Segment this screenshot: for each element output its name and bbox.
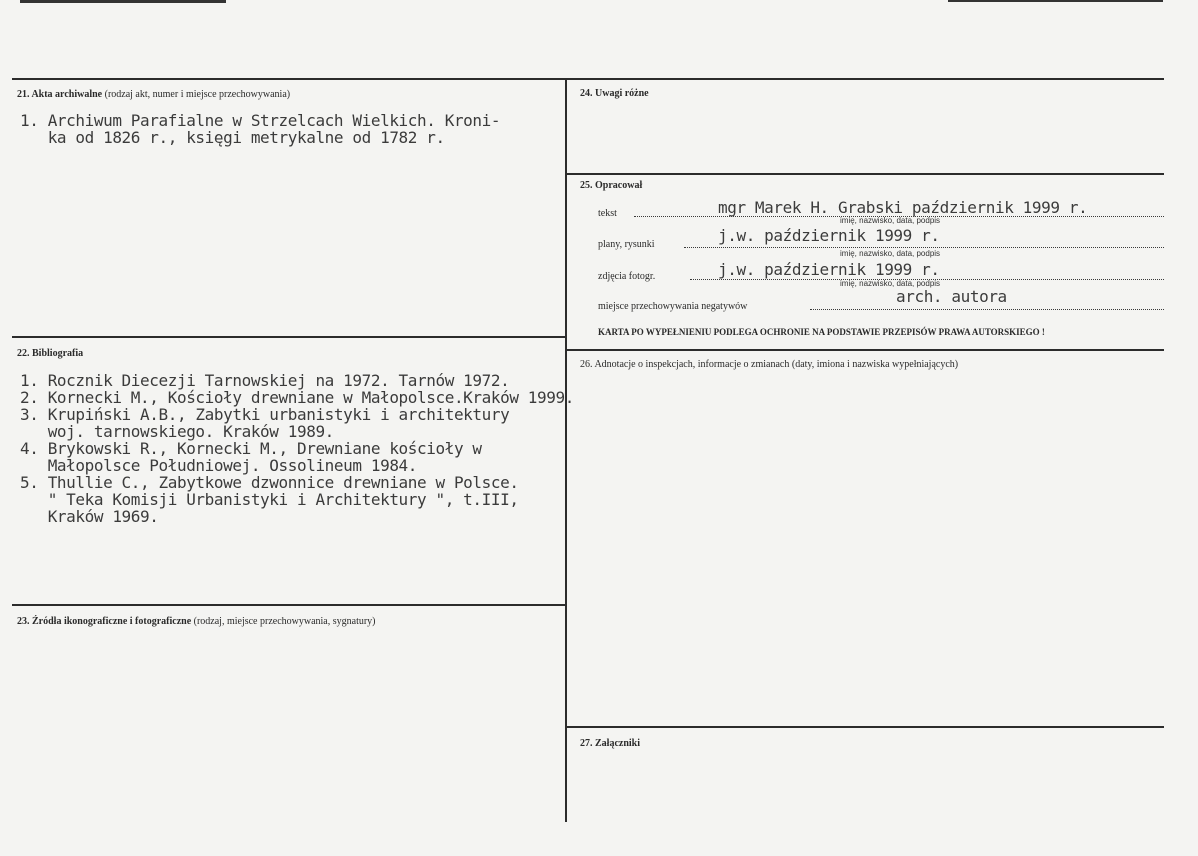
section-23-sublabel: (rodzaj, miejsce przechowywania, sygnatury) xyxy=(193,616,376,627)
section-22-line-8: " Teka Komisji Urbanistyki i Architektury ", t.III, xyxy=(20,490,519,509)
negatives-location-value: arch. autora xyxy=(896,287,1007,306)
section-21-title: 21. Akta archiwalne xyxy=(17,89,103,100)
section-22-label: 22. Bibliografia xyxy=(17,348,84,359)
negatives-location-label: miejsce przechowywania negatywów xyxy=(598,301,748,312)
prepared-text-label: tekst xyxy=(598,208,617,219)
section-22-line-2: 2. Kornecki M., Kościoły drewniane w Małopolsce.Kraków 1999. xyxy=(20,388,574,407)
prepared-photos-hint: imię, nazwisko, data, podpis xyxy=(840,279,941,288)
prepared-text-value: mgr Marek H. Grabski październik 1999 r. xyxy=(718,198,1088,217)
divider-left-sources xyxy=(12,604,566,606)
divider-right-prepared xyxy=(566,173,1164,175)
prepared-drawings-value: j.w. październik 1999 r. xyxy=(718,226,940,245)
section-21-label xyxy=(17,89,290,100)
prepared-text-hint: imię, nazwisko, data, podpis xyxy=(840,216,941,225)
prepared-drawings-line xyxy=(684,247,1164,248)
section-22-line-9: Kraków 1969. xyxy=(20,507,159,526)
section-26-sublabel: (daty, imiona i nazwiska wypełniających) xyxy=(791,359,959,370)
negatives-location-line xyxy=(810,309,1164,310)
section-21-line-1: 1. Archiwum Parafialne w Strzelcach Wielkich. Kroni- xyxy=(20,111,501,130)
section-23-title: 23. Źródła ikonograficzne i fotograficzne xyxy=(17,616,192,627)
section-27-label: 27. Załączniki xyxy=(580,738,641,749)
section-23-label xyxy=(17,616,376,627)
section-22-line-3: 3. Krupiński A.B., Zabytki urbanistyki i architektury xyxy=(20,405,510,424)
top-edge-mark-right xyxy=(948,0,1163,2)
section-24-label: 24. Uwagi różne xyxy=(580,88,649,99)
section-22-line-1: 1. Rocznik Diecezji Tarnowskiej na 1972. Tarnów 1972. xyxy=(20,371,510,390)
divider-top xyxy=(12,78,1164,80)
section-22-line-6: Małopolsce Południowej. Ossolineum 1984. xyxy=(20,456,418,475)
section-22-line-7: 5. Thullie C., Zabytkowe dzwonnice drewniane w Polsce. xyxy=(20,473,519,492)
section-22-line-4: woj. tarnowskiego. Kraków 1989. xyxy=(20,422,334,441)
divider-right-annotations xyxy=(566,349,1164,351)
copyright-notice: KARTA PO WYPEŁNIENIU PODLEGA OCHRONIE NA PODSTAWIE PRZEPISÓW PRAWA AUTORSKIEGO ! xyxy=(598,327,1045,337)
section-26-title: 26. Adnotacje o inspekcjach, informacje o zmianach xyxy=(580,359,790,370)
prepared-drawings-hint: imię, nazwisko, data, podpis xyxy=(840,249,941,258)
divider-vertical xyxy=(565,78,567,822)
divider-right-attachments xyxy=(566,726,1164,728)
section-21-sublabel: (rodzaj akt, numer i miejsce przechowywania) xyxy=(104,89,291,100)
top-edge-mark-left xyxy=(20,0,226,3)
prepared-drawings-label: plany, rysunki xyxy=(598,239,655,250)
section-22-line-5: 4. Brykowski R., Kornecki M., Drewniane kościoły w xyxy=(20,439,482,458)
section-26-label xyxy=(580,359,958,370)
section-25-label: 25. Opracował xyxy=(580,180,643,191)
section-21-line-2: ka od 1826 r., księgi metrykalne od 1782 r. xyxy=(20,128,445,147)
prepared-photos-label: zdjęcia fotogr. xyxy=(598,271,656,282)
prepared-photos-value: j.w. październik 1999 r. xyxy=(718,260,940,279)
divider-left-bibliography xyxy=(12,336,566,338)
